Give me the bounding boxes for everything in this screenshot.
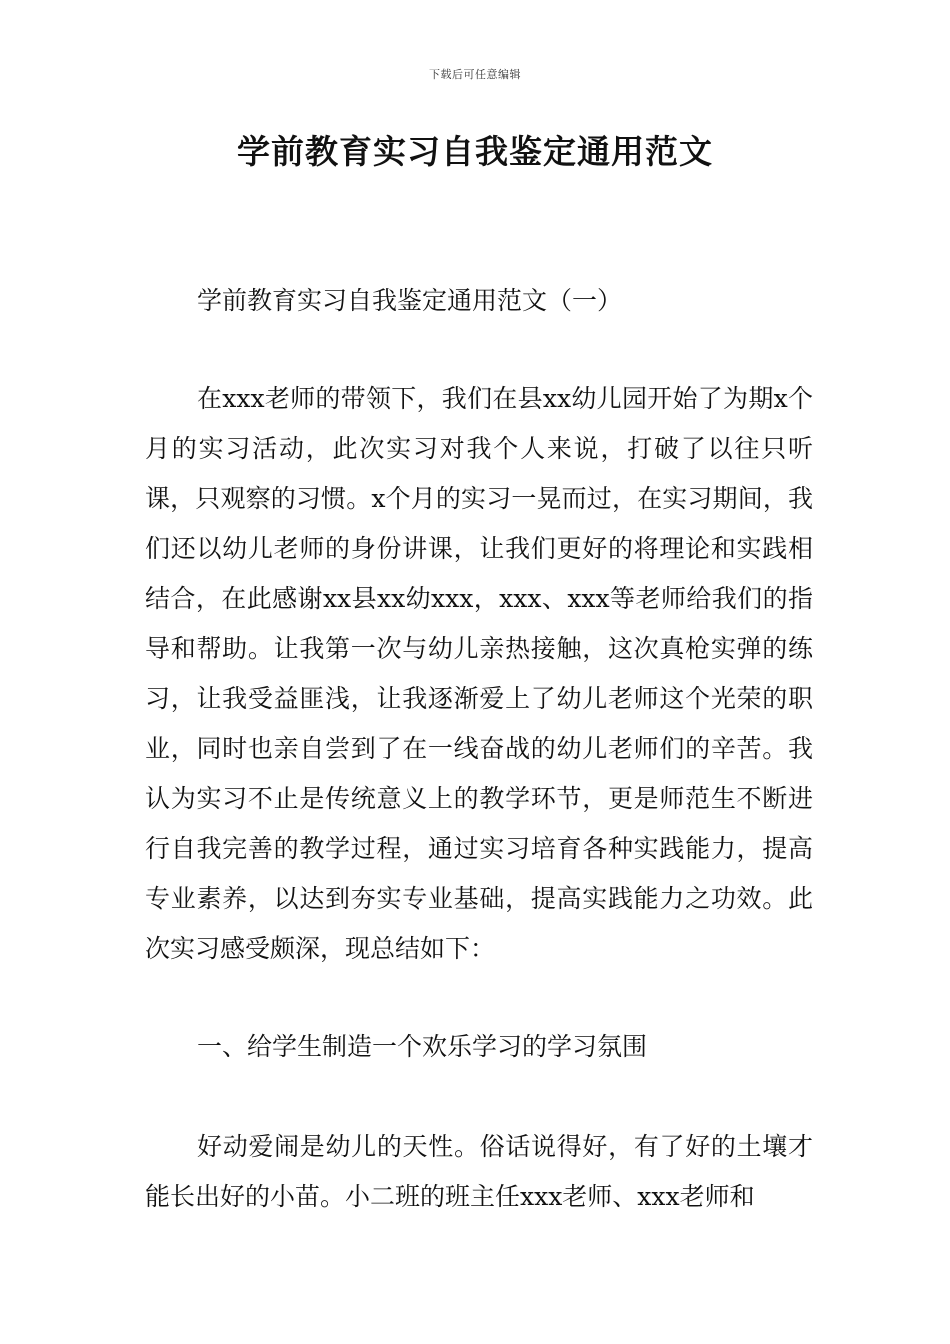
paragraph-two: 好动爱闹是幼儿的天性。俗话说得好，有了好的土壤才能长出好的小苗。小二班的班主任xxx老师、xxx老师和: [145, 1132, 813, 1211]
header-note: 下载后可任意编辑: [429, 68, 521, 81]
section-heading: 学前教育实习自我鉴定通用范文（一）: [197, 286, 623, 315]
sub-heading-1: 一、给学生制造一个欢乐学习的学习氛围: [197, 1032, 648, 1061]
paragraph-intro: 在xxx老师的带领下，我们在县xx幼儿园开始了为期x个月的实习活动，此次实习对我个人来说，打破了以往只听课，只观察的习惯。x个月的实习一晃而过，在实习期间，我们还以幼儿老师的身份讲课，让我们更好的将理论和实践相结合，在此感谢xx县xx幼xxx，xxx、xxx等老师给我们的指导和帮助。让我第一次与幼儿亲热接触，这次真枪实弹的练习，让我受益匪浅，让我逐渐爱上了幼儿老师这个光荣的职业，同时也亲自尝到了在一线奋战的幼儿老师们的辛苦。我认为实习不止是传统意义上的教学环节，更是师范生不断进行自我完善的教学过程，通过实习培育各种实践能力，提高专业素养，以达到夯实专业基础，提高实践能力之功效。此次实习感受颇深，现总结如下：: [145, 384, 813, 963]
document-title: 学前教育实习自我鉴定通用范文: [237, 132, 713, 171]
